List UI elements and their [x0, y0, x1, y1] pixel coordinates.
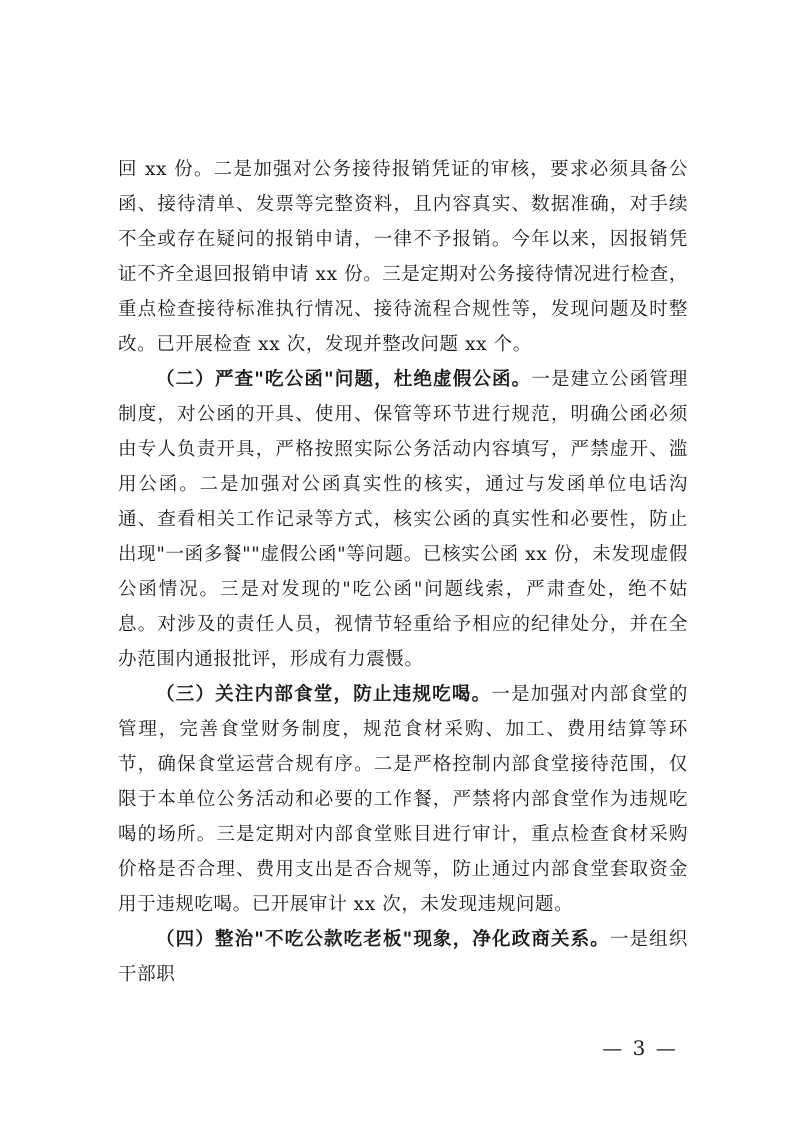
page-number: — 3 —	[602, 1036, 678, 1060]
paragraph-text: 一是组织干部职	[118, 929, 688, 985]
paragraph-text: 回 xx 份。二是加强对公务接待报销凭证的审核，要求必须具备公函、接待清单、发票等完整资料，且内容真实、数据准确，对手续不全或存在疑问的报销申请，一律不予报销。今年以来，因报销凭证不齐全退回报销申请 xx 份。三是定期对公务接待情况进行检查，重点检查接待标准执行情况、接待流程合规性等，发现问题及时整改。已开展检查 xx 次，发现并整改问题 xx 个。	[118, 159, 688, 355]
section-heading: （四）整治"不吃公款吃老板"现象，净化政商关系。	[156, 929, 610, 950]
paragraph-continuation	[118, 152, 688, 362]
paragraph-text: 一是建立公函管理制度，对公函的开具、使用、保管等环节进行规范，明确公函必须由专人负责开具，严格按照实际公务活动内容填写，严禁虚开、滥用公函。二是加强对公函真实性的核实，通过与发函单位电话沟通、查看相关工作记录等方式，核实公函的真实性和必要性，防止出现"一函多餐""虚假公函"等问题。已核实公函 xx 份，未发现虚假公函情况。三是对发现的"吃公函"问题线索，严肃查处，绝不姑息。对涉及的责任人员，视情节轻重给予相应的纪律处分，并在全办范围内通报批评，形成有力震慑。	[118, 369, 688, 670]
document-body	[118, 152, 688, 992]
paragraph-section-3	[118, 677, 688, 922]
paragraph-section-4	[118, 922, 688, 992]
section-heading: （三）关注内部食堂，防止违规吃喝。	[156, 684, 492, 705]
paragraph-text: 一是加强对内部食堂的管理，完善食堂财务制度，规范食材采购、加工、费用结算等环节，确保食堂运营合规有序。二是严格控制内部食堂接待范围，仅限于本单位公务活动和必要的工作餐，严禁将内部食堂作为违规吃喝的场所。三是定期对内部食堂账目进行审计，重点检查食材采购价格是否合理、费用支出是否合规等，防止通过内部食堂套取资金用于违规吃喝。已开展审计 xx 次，未发现违规问题。	[118, 684, 688, 915]
paragraph-section-2	[118, 362, 688, 677]
section-heading: （二）严查"吃公函"问题，杜绝虚假公函。	[156, 369, 532, 390]
